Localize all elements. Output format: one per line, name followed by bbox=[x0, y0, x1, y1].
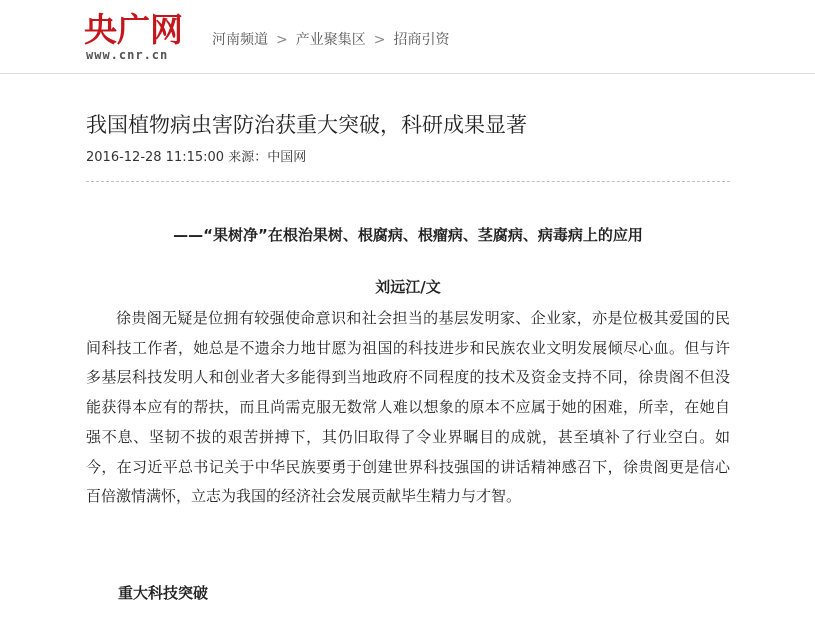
section-heading: 重大科技突破 bbox=[118, 584, 209, 602]
chevron-right-icon: > bbox=[276, 32, 288, 48]
breadcrumb bbox=[212, 30, 449, 50]
article-author: 刘远江/文 bbox=[375, 278, 441, 296]
logo-url: www.cnr.cn bbox=[86, 48, 169, 62]
article-title: 我国植物病虫害防治获重大突破，科研成果显著 bbox=[86, 113, 527, 137]
breadcrumb-industry-zone[interactable]: 产业聚集区 bbox=[295, 32, 366, 48]
cnr-logo[interactable] bbox=[84, 12, 196, 64]
logo-text: 央广网 bbox=[84, 10, 183, 49]
breadcrumb-henan[interactable]: 河南频道 bbox=[212, 32, 268, 48]
divider bbox=[86, 181, 730, 182]
breadcrumb-investment[interactable]: 招商引资 bbox=[393, 32, 450, 48]
article-paragraph: 徐贵阁无疑是位拥有较强使命意识和社会担当的基层发明家、企业家，亦是位极其爱国的民间科技工作者，她总是不遗余力地甘愿为祖国的科技进步和民族农业文明发展倾尽心血。但与许多基层科技发明人和创业者大多能得到当地政府不同程度的技术及资金支持不同，徐贵阁不但没能获得本应有的帮扶，而且尚需克服无数常人难以想象的原本不应属于她的困难，所幸，在她自强不息、坚韧不拔的艰苦拼搏下，其仍旧取得了令业界瞩目的成就，甚至填补了行业空白。如今，在习近平总书记关于中华民族要勇于创建世界科技强国的讲话精神感召下，徐贵阁更是信心百倍激情满怀，立志为我国的经济社会发展贡献毕生精力与才智。 bbox=[86, 309, 730, 506]
article-subtitle: ——“果树净”在根治果树、根腐病、根瘤病、茎腐病、病毒病上的应用 bbox=[173, 226, 643, 244]
article-meta: 2016-12-28 11:15:00 来源：中国网 bbox=[86, 150, 307, 165]
site-header bbox=[0, 0, 815, 74]
chevron-right-icon: > bbox=[373, 32, 386, 48]
